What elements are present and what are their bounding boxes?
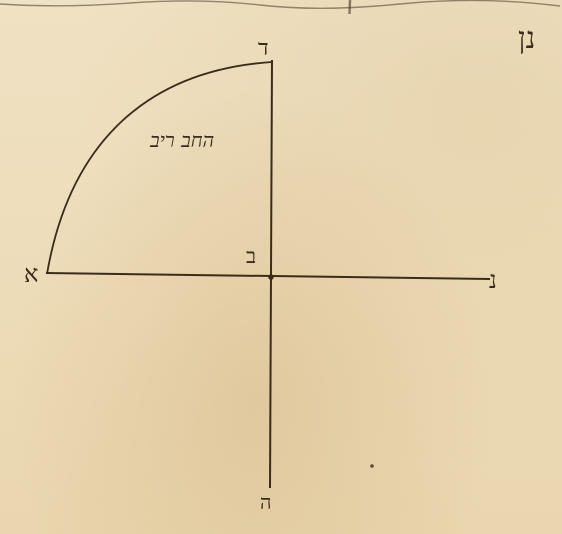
point-label-right: נ — [489, 266, 497, 294]
center-point — [268, 274, 274, 280]
quadrant-arc — [47, 62, 272, 274]
stray-dot — [370, 464, 374, 468]
point-label-top: ד — [258, 36, 269, 61]
arc-annotation: החב ריב — [150, 128, 215, 152]
vertical-line — [270, 60, 272, 488]
horizontal-line — [46, 273, 490, 279]
point-label-center: ב — [246, 244, 257, 268]
margin-text: נן — [518, 21, 536, 56]
point-label-bottom: ה — [260, 490, 272, 514]
point-label-left: א — [24, 260, 39, 288]
